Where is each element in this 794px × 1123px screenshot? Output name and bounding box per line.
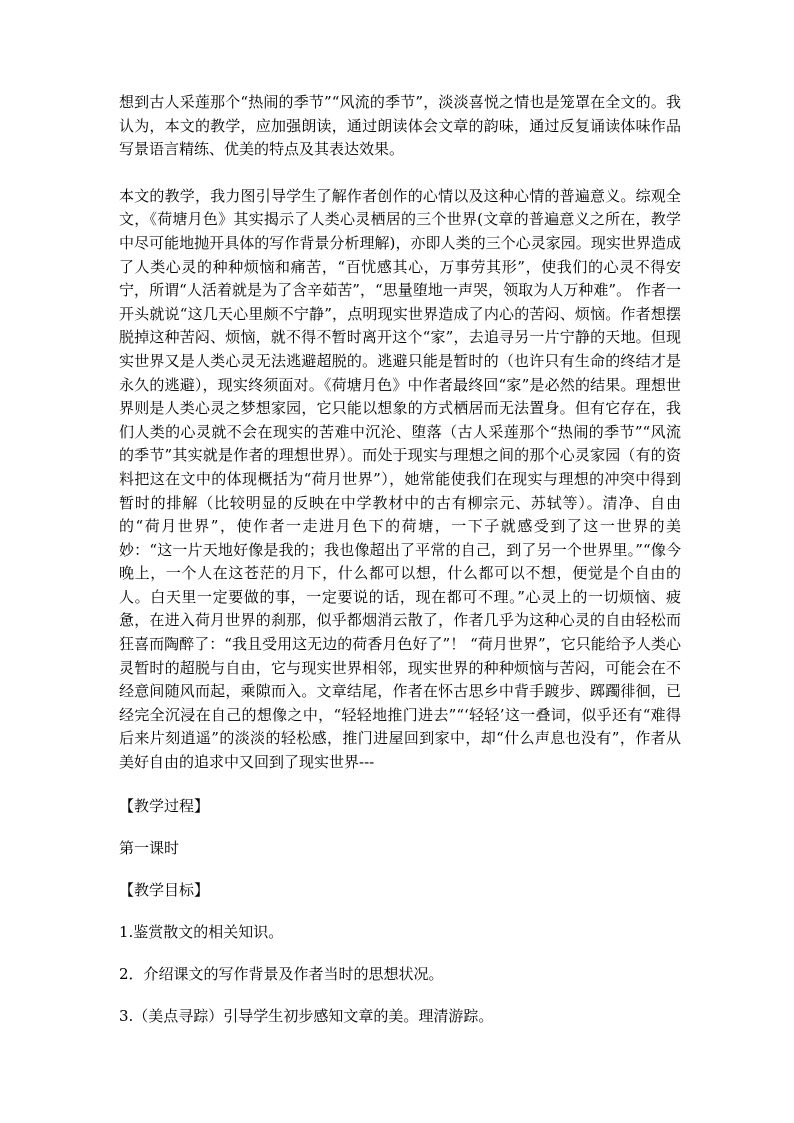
heading-teaching-process: 【教学过程】 — [119, 796, 210, 815]
document-body — [119, 91, 681, 1047]
goal-item-3: 3.（美点寻踪）引导学生初步感知文章的美。理清游踪。 — [119, 1006, 494, 1025]
paragraph-analysis: 本文的教学，我力图引导学生了解作者创作的心情以及这种心情的普遍意义。综观全文，《荷塘月色》其实揭示了人类心灵栖居的三个世界(文章的普遍意义之所在，教学中尽可能地抛开具体的写作背景分析理解)，亦即人类的三个心灵家园。现实世界造成了人类心灵的种种烦恼和痛苦，“百忧感其心，万事劳其形”，使我们的心灵不得安宁，所谓“人活着就是为了含辛茹苦”，“思量堕地一声哭，领取为人万种难”。 作者一开头就说“这几天心里颇不宁静”，点明现实世界造成了内心的苦闷、烦恼。作者想摆脱掉这种苦闷、烦恼，就不得不暂时离开这个“家”，去追寻另一片宁静的天地。但现实世界又是人类心灵无法逃避超脱的。逃避只能是暂时的（也许只有生命的终结才是永久的逃避），现实终须面对。《荷塘月色》中作者最终回“家”是必然的结果。理想世界则是人类心灵之梦想家园，它只能以想象的方式栖居而无法置身。但有它存在，我们人类的心灵就不会在现实的苦难中沉沦、堕落（古人采莲那个“热闹的季节”“风流的季节”其实就是作者的理想世界）。而处于现实与理想之间的那个心灵家园（有的资料把这在文中的体现概括为“荷月世界”），她常能使我们在现实与理想的冲突中得到暂时的排解（比较明显的反映在中学教材中的古有柳宗元、苏轼等）。清净、自由的“荷月世界”，使作者一走进月色下的荷塘，一下子就感受到了这一世界的美妙：“这一片天地好像是我的；我也像超出了平常的自己，到了另一个世界里。”“像今晚上，一个人在这苍茫的月下，什么都可以想，什么都可以不想，便觉是个自由的人。白天里一定要做的事，一定要说的话，现在都可不理。”心灵上的一切烦恼、疲惫，在进入荷月世界的刹那，似乎都烟消云散了，作者几乎为这种心灵的自由轻松而狂喜而陶醉了：“我且受用这无边的荷香月色好了”！ “荷月世界”，它只能给予人类心灵暂时的超脱与自由，它与现实世界相邻，现实世界的种种烦恼与苦闷，可能会在不经意间随风而起，乘隙而入。文章结尾，作者在怀古思乡中背手踱步、踯躅徘徊，已经完全沉浸在自己的想像之中，“轻轻地推门进去”“‘轻轻’这一叠词，似乎还有“难得后来片刻逍遥”的淡淡的轻松感，推门进屋回到家中，却“什么声息也没有”，作者从美好自由的追求中又回到了现实世界--- — [119, 186, 681, 772]
paragraph-intro: 想到古人采莲那个“热闹的季节”“风流的季节”，淡淡喜悦之情也是笼罩在全文的。我认为，本文的教学，应加强朗读，通过朗读体会文章的韵味，通过反复诵读体味作品写景语言精练、优美的特点及其表达效果。 — [119, 93, 681, 159]
heading-first-lesson: 第一课时 — [119, 838, 180, 857]
goal-item-2: 2．介绍课文的写作背景及作者当时的思想状况。 — [119, 964, 444, 983]
goal-item-1: 1.鉴赏散文的相关知识。 — [119, 922, 284, 941]
heading-teaching-goals: 【教学目标】 — [119, 880, 210, 899]
